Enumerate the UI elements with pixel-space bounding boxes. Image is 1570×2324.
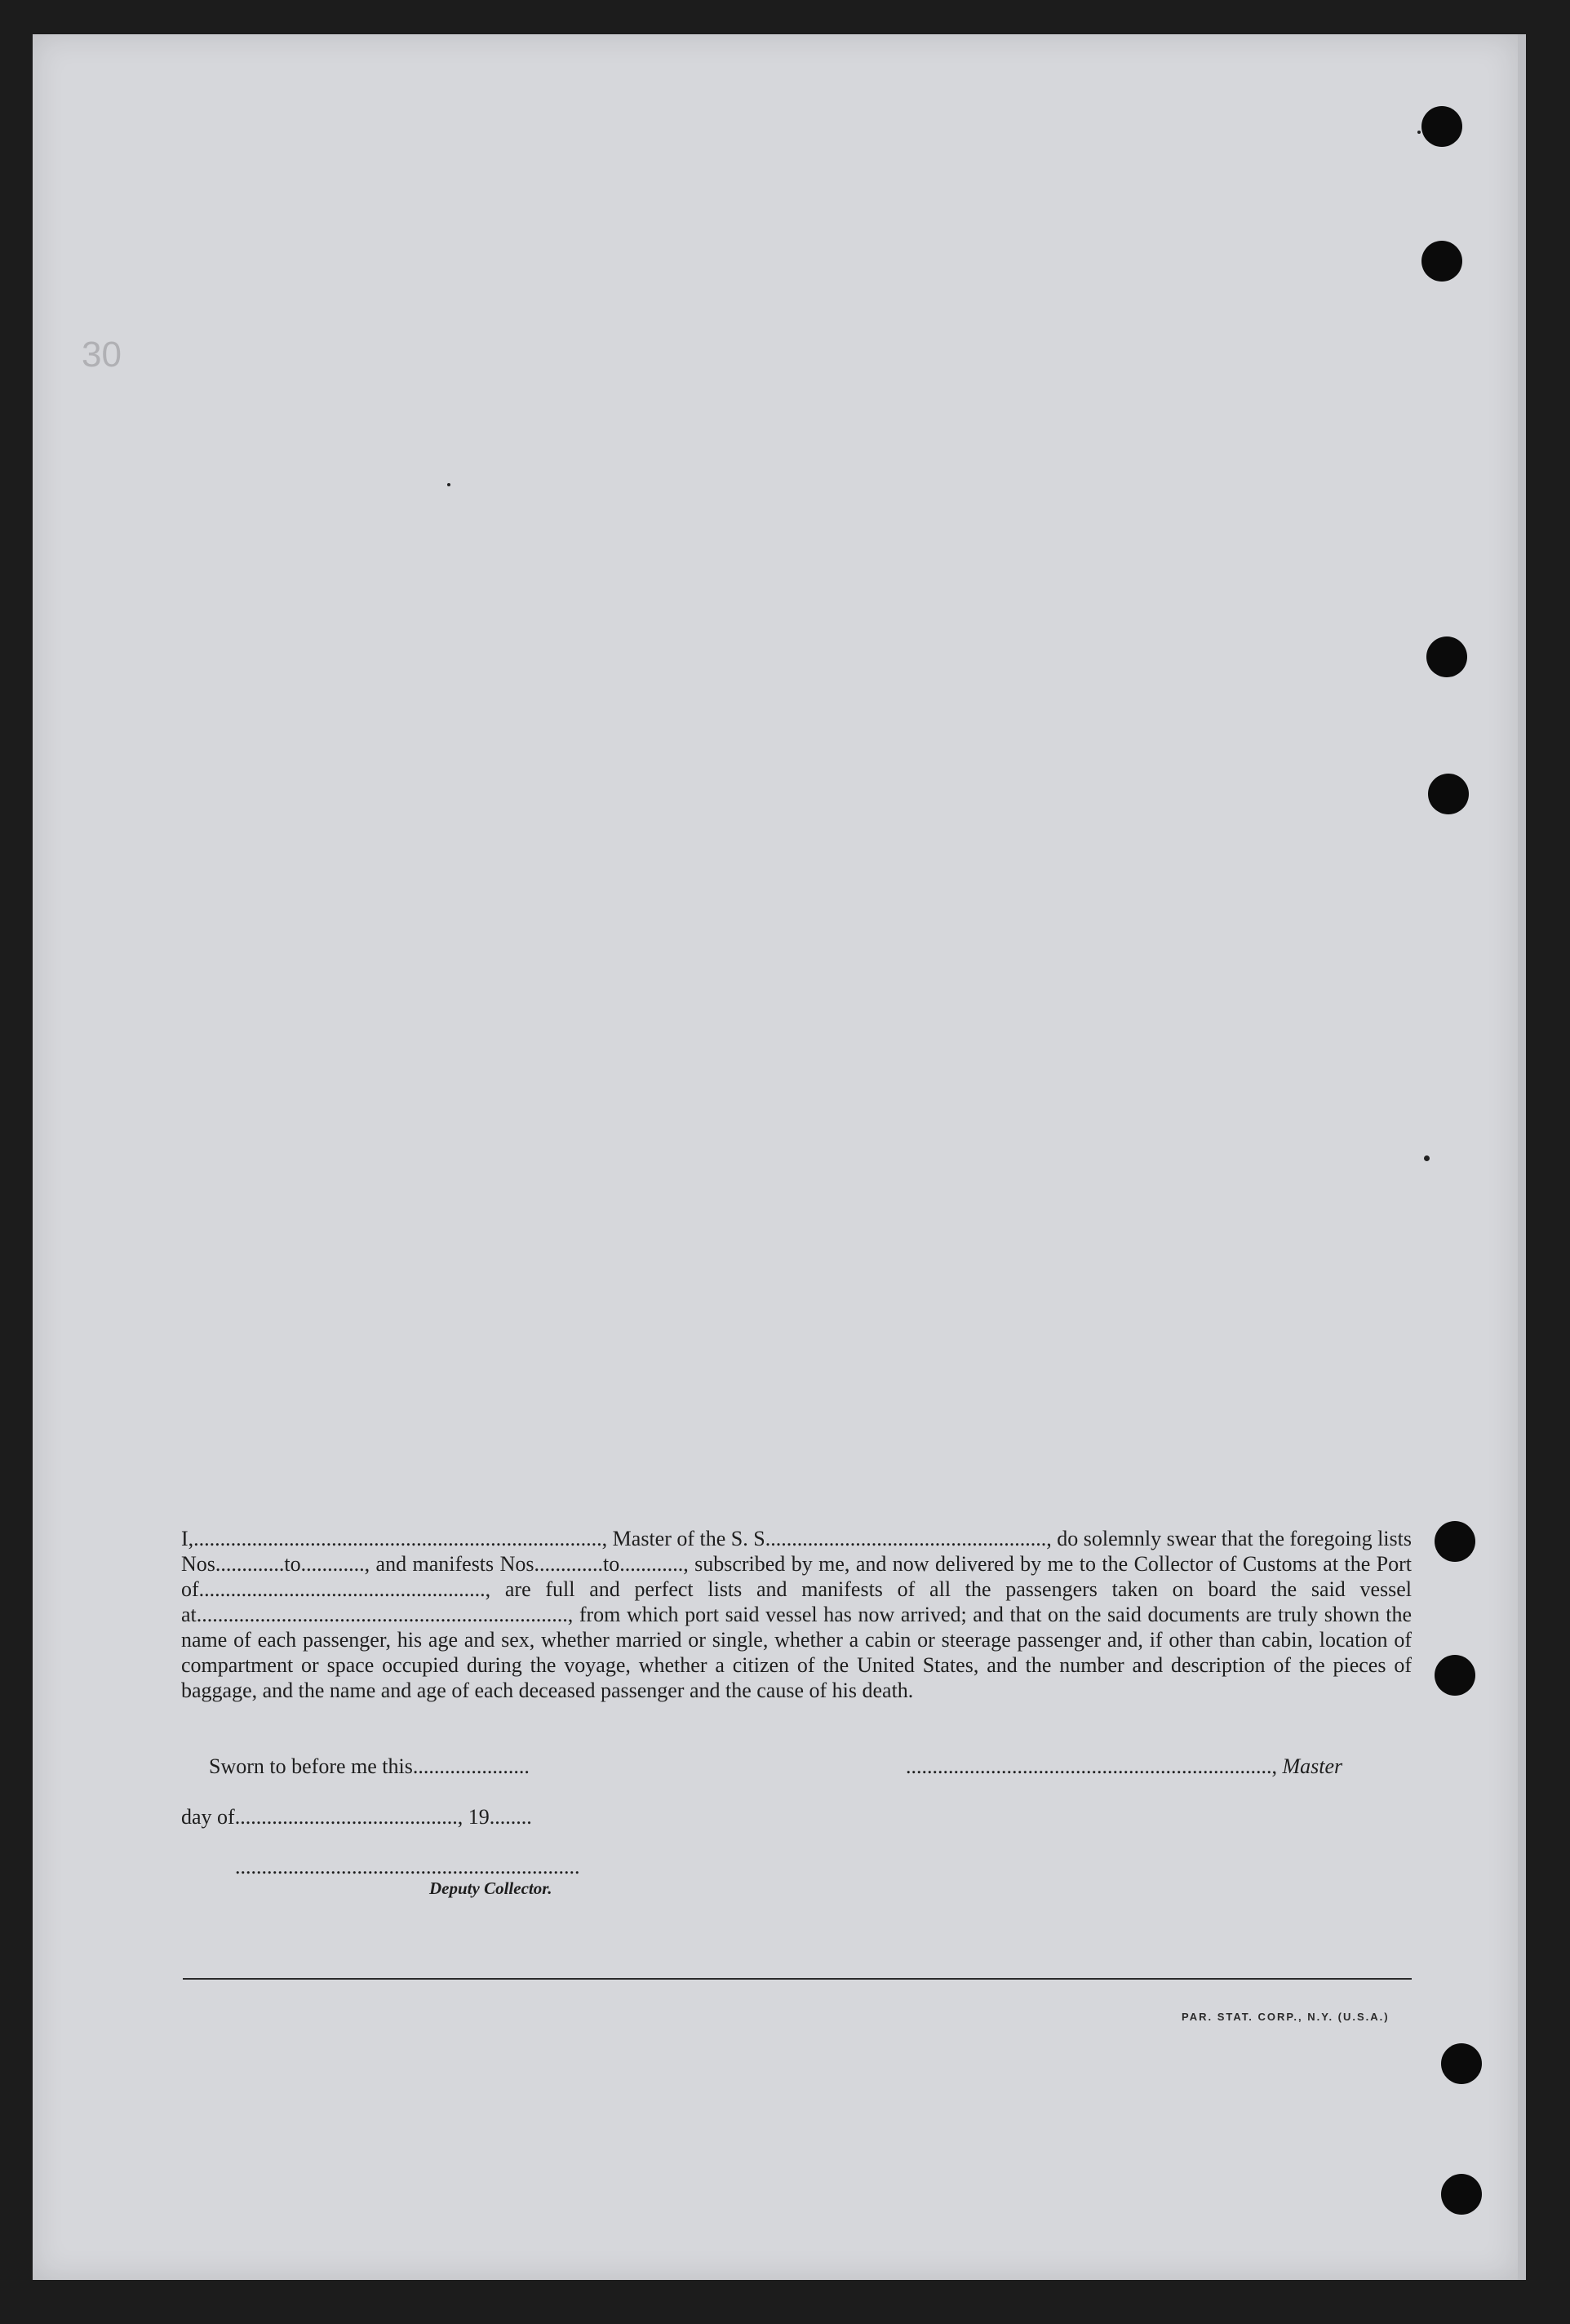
speck — [447, 483, 450, 486]
punch-hole — [1426, 636, 1467, 677]
horizontal-rule — [183, 1978, 1412, 1980]
punch-hole — [1435, 1655, 1475, 1696]
speck — [1424, 1155, 1430, 1161]
faint-page-number: 30 — [82, 335, 122, 375]
master-signature-line — [906, 1754, 1342, 1779]
punch-hole — [1441, 2043, 1482, 2084]
oath-text: I,............................................................................., Master of the S. S....................................................., do solemnly swear that the foregoing lists Nos.............to............, and manifests Nos.............to............, subscribed by me, and now delivered by me to the Collector of Customs at the Port of......................................................, are full and perfect lists and manifests of all the passengers taken on board the said vessel at......................................................................, from which port said vessel has now arrived; and that on the said documents are truly shown the name of each passenger, his age and sex, whether married or single, whether a cabin or steerage passenger and, if other than cabin, location of compartment or space occupied during the voyage, whether a citizen of the United States, and the number and description of the pieces of baggage, and the name and age of each deceased passenger and the cause of his death. — [181, 1527, 1412, 1702]
sworn-line: Sworn to before me this...................... — [209, 1754, 530, 1778]
speck — [1417, 131, 1421, 134]
punch-hole — [1428, 774, 1469, 814]
deputy-signature-dots: ................................................................. — [235, 1855, 580, 1878]
punch-hole — [1421, 241, 1462, 282]
punch-hole — [1441, 2174, 1482, 2215]
printer-imprint: PAR. STAT. CORP., N.Y. (U.S.A.) — [1182, 2011, 1390, 2023]
master-oath-paragraph — [181, 1526, 1412, 1703]
punch-hole — [1435, 1521, 1475, 1562]
day-of-line: day of.........................................., 19........ — [181, 1805, 532, 1829]
deputy-collector-label: Deputy Collector. — [429, 1878, 552, 1898]
punch-hole — [1421, 106, 1462, 147]
master-label: Master — [1282, 1754, 1343, 1778]
master-dots: ....................................................................., — [906, 1754, 1277, 1778]
page-edge — [1518, 34, 1526, 2280]
document-page — [33, 34, 1518, 2280]
